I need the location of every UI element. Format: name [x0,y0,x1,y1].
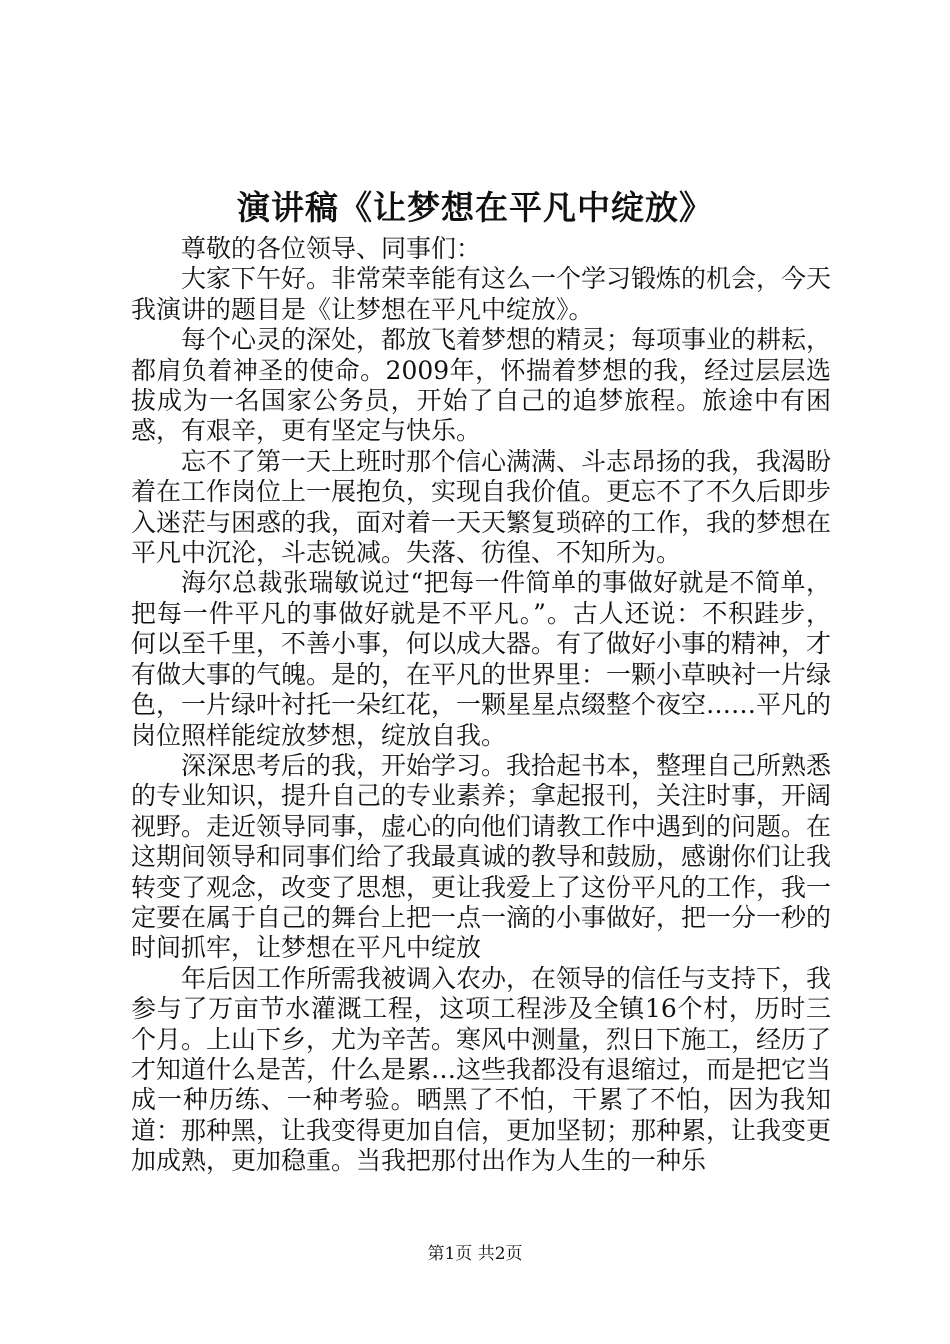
paragraph-salutation: 尊敬的各位领导、同事们： [181,234,482,263]
paragraph-greeting: 大家下午好。非常荣幸能有这么一个学习锻炼的机会，今天我演讲的题目是《让梦想在平凡中绽放》。 [131,264,832,324]
document-title: 演讲稿《让梦想在平凡中绽放》 [237,188,713,227]
paragraph-dream-spirit: 每个心灵的深处，都放飞着梦想的精灵；每项事业的耕耘，都肩负着神圣的使命。2009年，怀揣着梦想的我，经过层层选拔成为一名国家公务员，开始了自己的追梦旅程。旅途中有困惑，有艰辛，更有坚定与快乐。 [131,325,832,446]
document-body [131,234,831,1177]
paragraph-irrigation-project: 年后因工作所需我被调入农办，在领导的信任与支持下，我参与了万亩节水灌溉工程，这项工程涉及全镇16个村，历时三个月。上山下乡，尤为辛苦。寒风中测量，烈日下施工，经历了才知道什么是苦，什么是累…这些我都没有退缩过，而是把它当成一种历练、一种考验。晒黑了不怕，干累了不怕，因为我知道：那种黑，让我变得更加自信，更加坚韧；那种累，让我变更加成熟，更加稳重。当我把那付出作为人生的一种乐 [131,963,832,1176]
paragraph-first-day: 忘不了第一天上班时那个信心满满、斗志昂扬的我，我渴盼着在工作岗位上一展抱负，实现自我价值。更忘不了不久后即步入迷茫与困惑的我，面对着一天天繁复琐碎的工作，我的梦想在平凡中沉沦，斗志锐减。失落、彷徨、不知所为。 [131,446,832,568]
page-number-footer: 第1页 共2页 [427,1244,523,1264]
paragraph-learning: 深深思考后的我，开始学习。我拾起书本，整理自己所熟悉的专业知识，提升自己的专业素养；拿起报刊，关注时事，开阔视野。走近领导同事，虚心的向他们请教工作中遇到的问题。在这期间领导和同事们给了我最真诚的教导和鼓励，感谢你们让我转变了观念，改变了思想，更让我爱上了这份平凡的工作，我一定要在属于自己的舞台上把一点一滴的小事做好，把一分一秒的时间抓牢，让梦想在平凡中绽放 [131,750,832,963]
paragraph-haier-quote: 海尔总裁张瑞敏说过“把每一件简单的事做好就是不简单，把每一件平凡的事做好就是不平凡。”。古人还说：不积跬步，何以至千里，不善小事，何以成大器。有了做好小事的精神，才有做大事的气魄。是的，在平凡的世界里：一颗小草映衬一片绿色，一片绿叶衬托一朵红花，一颗星星点缀整个夜空……平凡的岗位照样能绽放梦想，绽放自我。 [131,568,832,750]
